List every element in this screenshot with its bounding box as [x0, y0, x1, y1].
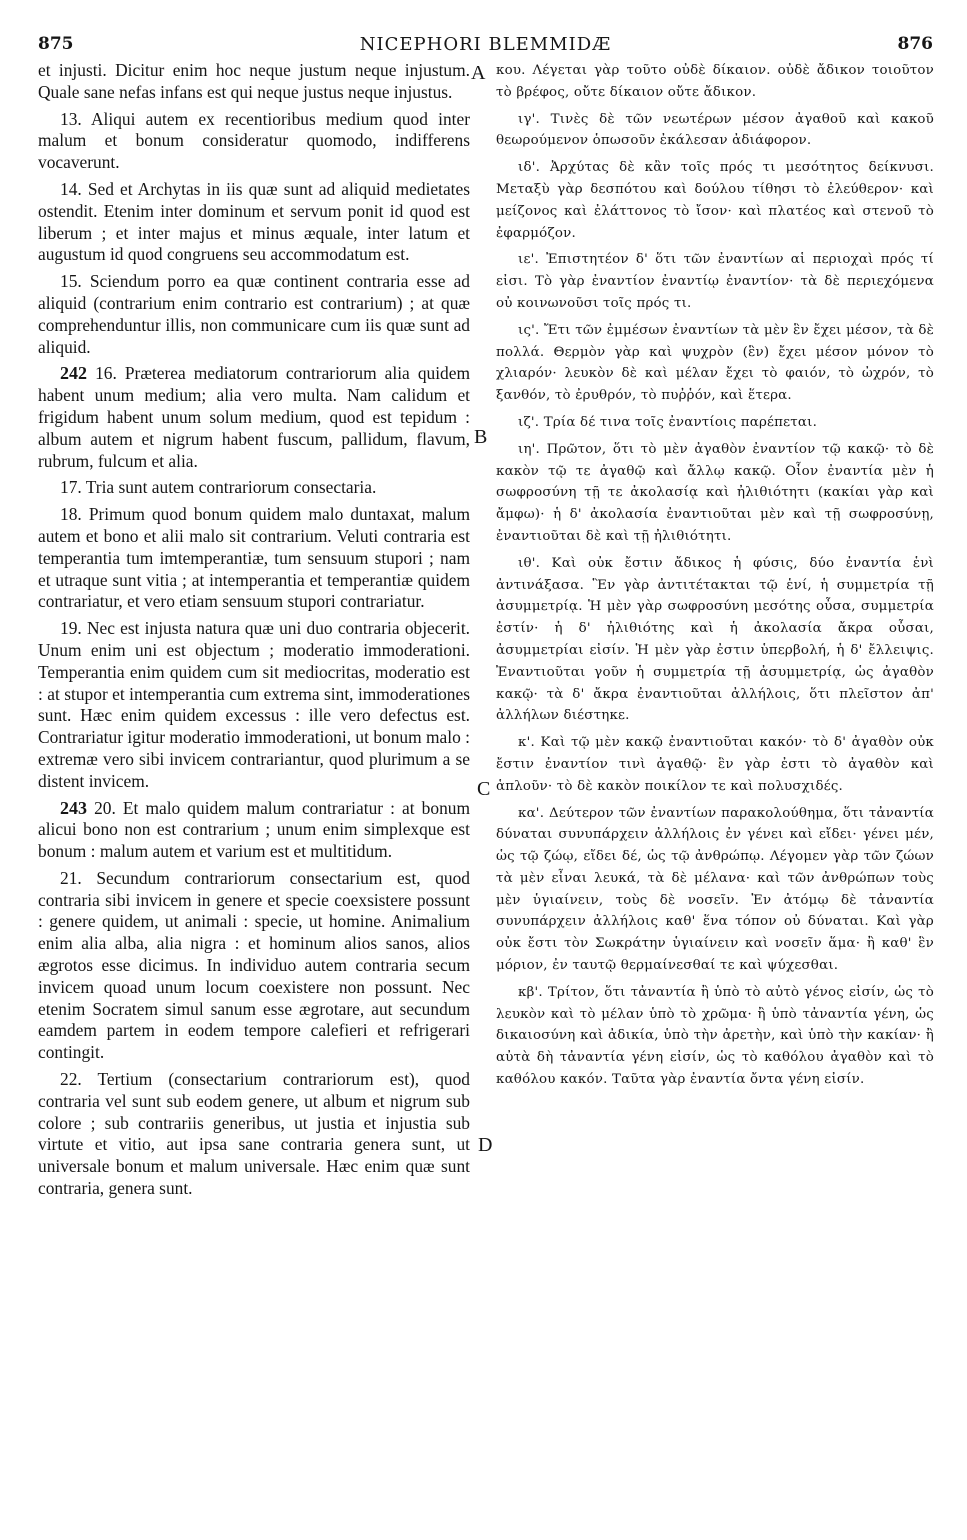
latin-paragraph: 18. Primum quod bonum quidem malo duntaxat, malum autem et bono et alii malo sit contrarium. Veluti contraria est temperantia tum imtemperantiæ, tum sensuum stupori ; nam et utraque sunt vitia ; at intemperantia et temperantiæ quidem contrariatur, et vero etiam sensuum stupori contrariatur. — [38, 504, 470, 612]
greek-paragraph: ιγ'. Τινὲς δὲ τῶν νεωτέρων μέσον ἀγαθοῦ καὶ κακοῦ θεωρούμενον ὁπωσοῦν ἐκάλεσαν ἀδιάφορον. — [496, 111, 934, 149]
margin-marker-a: A — [471, 62, 486, 84]
latin-paragraph: 21. Secundum contrariorum consectarium est, quod contraria sibi invicem in genere et specie coexsistere possunt : genere quidem, ut animali : specie, ut homine. Animalium enim alia alba, alia nigra : et hominum alios sanos, alios ægrotos esse dicimus. In individuo autem contraria secum invicem quoad unum locum coexistere non possunt. Nec etenim Socratem simul sanum esse ægrotare, aut secundum eamdem partem in eodem tempore calefieri et refrigerari contingit. — [38, 867, 470, 1063]
latin-paragraph: 243 20. Et malo quidem malum contrariatur : at bonum alicui bono non est contrarium ; unum enim simplexque est bonum : malum autem et varium est et multitidum. — [38, 797, 470, 862]
column-number: 242 — [60, 363, 87, 384]
greek-paragraph: κβ'. Τρίτον, ὅτι τἀναντία ἢ ὑπὸ τὸ αὐτὸ γένος εἰσίν, ὡς τὸ λευκὸν καὶ τὸ μέλαν ὑπὸ τὸ χρῶμα· ἢ ὑπὸ τἀναντία γένη, ὡς δικαιοσύνη καὶ ἀδικία, ὑπὸ τὴν ἀρετὴν, καὶ ὑπὸ τὴν κακίαν· ἢ αὐτὰ δὴ τἀναντία γένη εἰσίν, ὡς τὸ καθόλου ἀγαθὸν καὶ τὸ καθόλου κακόν. Ταῦτα γὰρ ἐναντία ὄντα γένη εἰσίν. — [496, 984, 934, 1088]
latin-paragraph: 17. Tria sunt autem contrariorum consectaria. — [60, 477, 377, 498]
margin-marker-d: D — [478, 1134, 493, 1156]
greek-paragraph: κου. Λέγεται γὰρ τοῦτο οὐδὲ δίκαιον. οὐδὲ ἄδικον τοιοῦτον τὸ βρέφος, οὔτε δίκαιον οὔτε ἄδικον. — [496, 63, 934, 100]
latin-paragraph: 13. Aliqui autem ex recentioribus medium quod inter malum et bonum consideratur quomodo, indifferens vocaverunt. — [38, 108, 470, 173]
margin-marker-b: B — [474, 426, 488, 448]
latin-paragraph: 22. Tertium (consectarium contrariorum est), quod contraria vel sunt sub eodem genere, ut album et nigrum sub colore ; sub contrariis generibus, ut justia et injustia sub virtute et vitio, aut ipsa sane contraria genera sunt, ut universale bonum et malum universale. Hæc enim quæ sunt contraria, genera sunt. — [38, 1069, 470, 1199]
latin-column — [38, 60, 470, 1205]
greek-paragraph: ιδ'. Ἀρχύτας δὲ κἂν τοῖς πρός τι μεσότητος δείκνυσι. Μεταξὺ γὰρ δεσπότου καὶ δούλου τίθησι τὸ ἐλεύθερον· καὶ μείζονος καὶ ἐλάττονος τὸ ἴσον· καὶ πλατέος καὶ στενοῦ τὸ ἐφαρμόζον. — [496, 160, 934, 241]
greek-paragraph: ιθ'. Καὶ οὐκ ἔστιν ἄδικος ἡ φύσις, δύο ἐναντία ἑνὶ ἀντινάξασα. Ἓν γὰρ ἀντιτέτακται τῷ ἑνί, ἡ συμμετρία τῇ ἀσυμμετρίᾳ. Ἡ μὲν γὰρ σωφροσύνη μεσότης οὖσα, συμμετρία ἐστίν· ἡ δ' ἠλιθιότης καὶ ἡ ἀκολασία ἄκρα οὖσαι, ἀσυμμετρίαι εἰσίν. Ἡ μὲν γὰρ ἐστιν ὑπερβολή, ἡ δ' ἔλλειψις. Ἐναντιοῦται γοῦν ἡ συμμετρία τῇ ἀσυμμετρίᾳ, ὡς ἀγαθὸν κακῷ· τὰ δ' ἄκρα ἐναντιοῦται ἀλλήλοις, ὅτι πλεῖστον ἀπ' ἀλλήλων διέστηκε. — [496, 555, 934, 724]
greek-paragraph: κ'. Καὶ τῷ μὲν κακῷ ἐναντιοῦται κακόν· τὸ δ' ἀγαθὸν οὐκ ἔστιν ἐναντίον τινὶ ἀγαθῷ· ἓν γὰρ ἐστι τὸ ἀγαθὸν καὶ ἁπλοῦν· τὸ δὲ κακὸν ποικίλον τε καὶ πολυσχιδές. — [496, 735, 934, 794]
greek-paragraph: ιε'. Ἐπιστητέον δ' ὅτι τῶν ἐναντίων αἱ περιοχαὶ πρός τί εἰσι. Τὸ γὰρ ἐναντίον ἐναντίῳ ἐναντίον· τὰ δὲ περιεχόμενα οὐ κοινωνοῦσι τοῖς πρός τι. — [496, 252, 934, 311]
running-header — [38, 34, 933, 62]
greek-column — [496, 60, 934, 1096]
greek-paragraph: ιζ'. Τρία δέ τινα τοῖς ἐναντίοις παρέπεται. — [518, 414, 818, 430]
latin-paragraph: 19. Nec est injusta natura quæ uni duo contraria objecerit. Unum enim uni est objectum ; moderatio immoderationi. Temperantia enim quidem cum sit mediocritas, moderatio est : at stupor et intemperantia cum extrema sint, immoderationes sunt. Hæc enim quidem excessus : ille vero defectus est. Contrariatur igitur moderatio immoderationi, ut bonum malo : extremæ vero sibi invicem contrariantur, quod plurimum a se distent invicem. — [38, 618, 470, 791]
latin-paragraph: 15. Sciendum porro ea quæ continent contraria esse ad aliquid (contrarium enim contrario est contrarium) ; at quæ comprehenduntur illis, non communicare cum iis quæ sunt ad aliquid. — [38, 271, 470, 357]
greek-paragraph: ις'. Ἔτι τῶν ἐμμέσων ἐναντίων τὰ μὲν ἓν ἔχει μέσον, τὰ δὲ πολλά. Θερμὸν γὰρ καὶ ψυχρὸν (ἓν) ἔχει μέσον μόνον τὸ χλιαρόν· λευκὸν δὲ καὶ μέλαν ἔχει τὸ φαιόν, τὸ ὠχρόν, τὸ ξανθόν, τὸ ἐρυθρόν, τὸ πυῤῥόν, καὶ ἕτερα. — [496, 322, 934, 404]
latin-paragraph: 242 16. Præterea mediatorum contrariorum alia quidem habent unum medium; alia vero multa. Nam calidum et frigidum habent unum solum medium, quod est tepidum : album autem et nigrum habent fuscum, pallidum, flavum, rubrum, fulcum et alia. — [38, 363, 470, 471]
column-number: 243 — [60, 797, 87, 818]
margin-marker-c: C — [477, 778, 491, 800]
greek-paragraph: κα'. Δεύτερον τῶν ἐναντίων παρακολούθημα, ὅτι τἀναντία δύναται συνυπάρχειν ἀλλήλοις ἐν γένει καὶ εἴδει· γένει μέν, ὡς τῷ ζώῳ, εἴδει δέ, ὡς τῷ ἀνθρώπῳ. Λέγομεν γὰρ τῶν ζώων τὰ μὲν εἶναι λευκά, τὰ δὲ μέλανα· καὶ τῶν ἀνθρώπων τοὺς μὲν ὑγιαίνειν, τοὺς δὲ νοσεῖν. Ἐν ἀτόμῳ δὲ τἀναντία συνυπάρχειν ἀλλήλοις καθ' ἕνα τόπον οὐ δύναται. Καὶ γὰρ οὐκ ἔστι τὸν Σωκράτην ὑγιαίνειν καὶ νοσεῖν ἅμα· ἢ καθ' ἓν μόριον, ἐν ταυτῷ θερμαίνεσθαί τε καὶ ψύχεσθαι. — [496, 805, 934, 974]
right-page-number: 876 — [897, 34, 933, 54]
latin-paragraph: 14. Sed et Archytas in iis quæ sunt ad aliquid medietates ostendit. Etenim inter dominum et servum ponit id quod est liberum ; et inter majus et minus æquale, inter latum et augustum id quod congruens seu accommodatum est. — [38, 178, 470, 265]
running-title: NICEPHORI BLEMMIDÆ — [359, 34, 612, 55]
latin-paragraph: et injusti. Dicitur enim hoc neque justum neque injustum. Quale sane nefas infans est qui neque justus neque injustus. — [38, 60, 470, 102]
left-page-number: 875 — [38, 34, 74, 54]
greek-paragraph: ιη'. Πρῶτον, ὅτι τὸ μὲν ἀγαθὸν ἐναντίον τῷ κακῷ· τὸ δὲ κακὸν τῷ τε ἀγαθῷ καὶ ἄλλῳ κακῷ. Οἷον ἐναντία μὲν ἡ σωφροσύνη τῇ τε ἀκολασίᾳ καὶ ἠλιθιότητι (κακίαι γὰρ καὶ ἄμφω)· ἡ δ' ἀκολασία ἐναντιοῦται μὲν καὶ τῇ σωφροσύνῃ, ἐναντιοῦται δὲ καὶ τῇ ἠλιθιότητι. — [496, 441, 934, 544]
